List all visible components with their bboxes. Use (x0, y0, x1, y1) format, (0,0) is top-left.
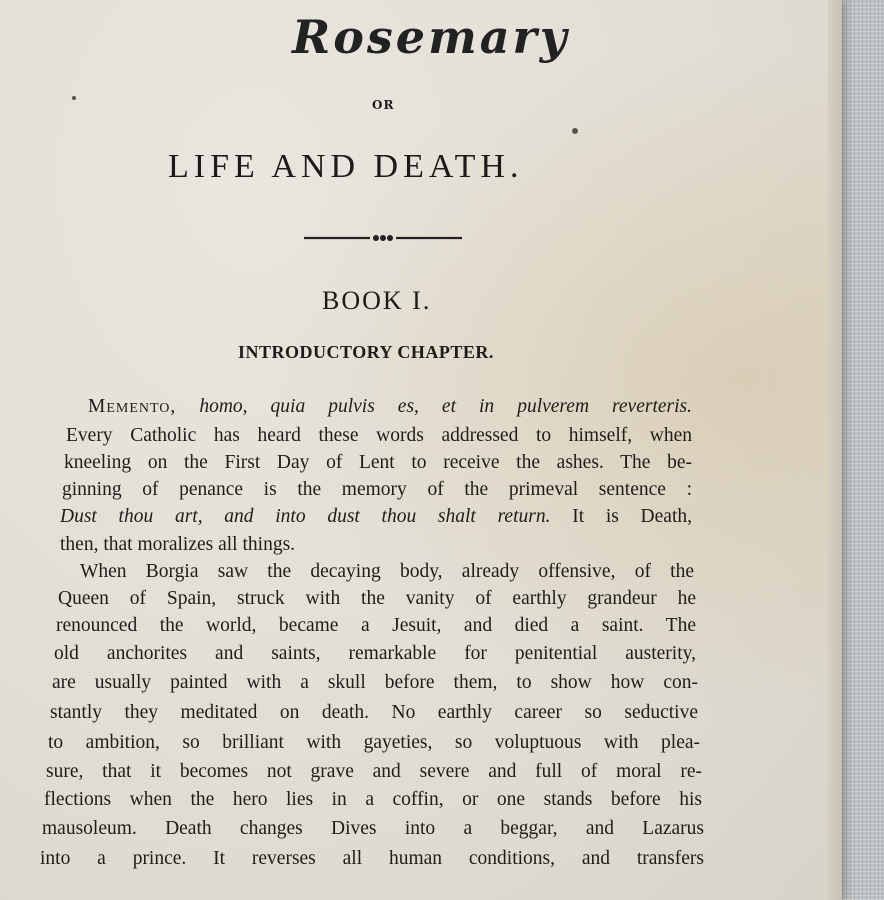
body-line: sure, that it becomes not grave and severe and full of moral re- (46, 761, 702, 782)
body-line: into a prince. It reverses all human conditions, and transfers (40, 848, 704, 869)
title-conjunction: OR (372, 98, 395, 112)
ink-speck (72, 96, 76, 100)
body-line (60, 506, 692, 528)
body-line: stantly they meditated on death. No earthly career so seductive (50, 702, 698, 723)
italic-quote: Dust thou art, and into dust thou shalt return. (60, 506, 551, 527)
body-line: are usually painted with a skull before them, to show how con- (52, 672, 698, 693)
page-edge (828, 0, 842, 900)
body-line: to ambition, so brilliant with gayeties, so voluptuous with plea- (48, 732, 700, 753)
body-line: mausoleum. Death changes Dives into a beggar, and Lazarus (42, 818, 704, 839)
body-line: renounced the world, became a Jesuit, and died a saint. The (56, 615, 696, 636)
body-text: It is Death, (572, 506, 692, 527)
body-line (88, 396, 692, 418)
body-line: then, that moralizes all things. (60, 534, 296, 555)
book-title: Rosemary (292, 10, 570, 64)
body-line: ginning of penance is the memory of the primeval sentence : (62, 479, 692, 500)
chapter-heading: INTRODUCTORY CHAPTER. (238, 342, 494, 362)
body-line: kneeling on the First Day of Lent to receive the ashes. The be- (64, 452, 692, 473)
body-line: flections when the hero lies in a coffin, or one stands before his (44, 789, 702, 810)
body-line: When Borgia saw the decaying body, already offensive, of the (80, 561, 694, 582)
latin-phrase: homo, quia pulvis es, et in pulverem reverteris. (199, 396, 692, 417)
book-heading: BOOK I. (322, 286, 432, 315)
ink-speck (572, 128, 578, 134)
body-line: old anchorites and saints, remarkable for penitential austerity, (54, 643, 696, 664)
body-line: Every Catholic has heard these words addressed to himself, when (66, 425, 692, 446)
book-subtitle: LIFE AND DEATH. (168, 148, 524, 185)
body-line: Queen of Spain, struck with the vanity of earthly grandeur he (58, 588, 696, 609)
lead-word: Memento, (88, 396, 177, 417)
ornament-rule (304, 231, 462, 245)
